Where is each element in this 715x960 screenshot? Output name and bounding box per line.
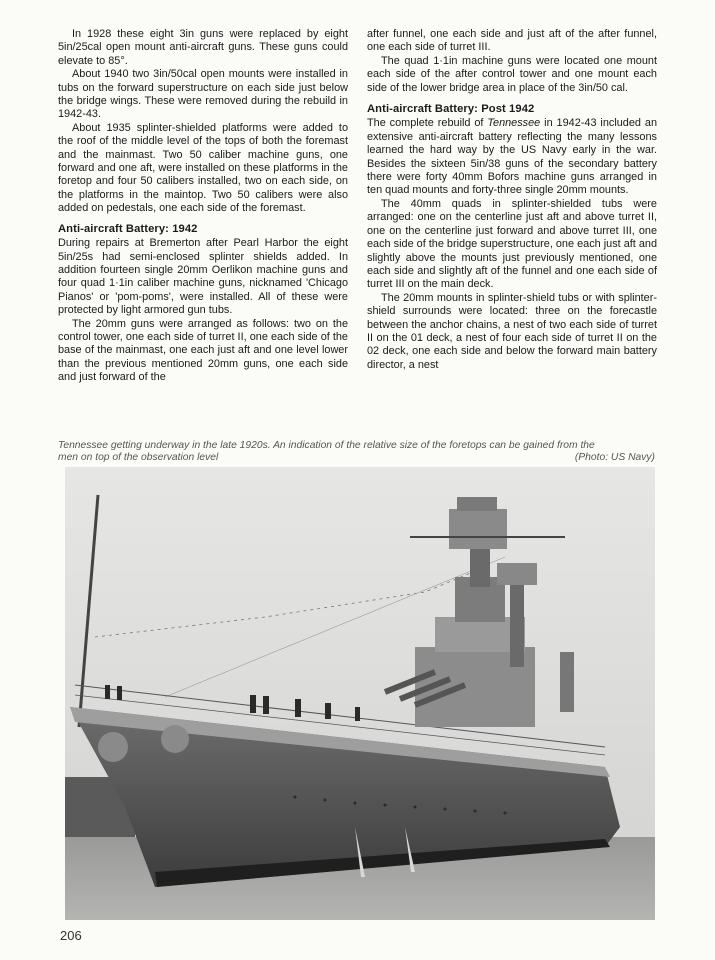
section-heading: Anti-aircraft Battery: 1942 (58, 222, 198, 235)
caption-ship-name: Tennessee (58, 440, 109, 451)
battleship-photo (65, 467, 655, 920)
paragraph: About 1935 splinter-shielded platforms were added to the roof of the middle level of the tops of both the foremast and the mainmast. Two 50 caliber machine guns, one forward and one aft, were installed on these platforms in the foretop and four 50 calibers installed, two on each side, on the platforms in the maintop. Two 50 calibers were also added on pedestals, one each side of the foremast. (58, 121, 348, 215)
page-number: 206 (60, 928, 82, 943)
ship-name: Tennessee (487, 117, 541, 130)
photo-caption: Tennessee getting underway in the late 1920s. An indication of the relative size of the foretops can be gained from the men on top of the observation level (Photo: US Navy) (58, 440, 655, 464)
paragraph: The quad 1·1in machine guns were located one mount each side of the after control tower and one mount each side of the lower bridge area in place of the 3in/50 cal. (367, 54, 657, 94)
paragraph: The 20mm mounts in splinter-shield tubs or with splinter-shield surrounds were located: three on the forecastle between the anchor chains, a nest of two each side of turret II on the 01 deck, a nest of four each side of turret II on the 02 deck, one each side and below the forward main battery director, a nest (367, 291, 657, 371)
paragraph: In 1928 these eight 3in guns were replaced by eight 5in/25cal open mount anti-aircraft guns. These guns could elevate to 85°. (58, 28, 348, 67)
paragraph: after funnel, one each side and just aft of the after funnel, one each side of turret III. (367, 28, 657, 54)
left-text-column (58, 28, 348, 385)
paragraph: The complete rebuild of Tennessee in 1942-43 included an extensive anti-aircraft battery reflecting the many lessons learned the hard way by the US Navy early in the war. Besides the sixteen 5in/38 guns of the secondary battery there were forty 40mm Bofors machine guns arranged in ten quad mounts and forty-three single 20mm mounts. (367, 117, 657, 197)
paragraph: About 1940 two 3in/50cal open mounts were installed in tubs on the forward superstructure on each side just below the bridge wings. These were removed during the rebuild in 1942-43. (58, 68, 348, 121)
paragraph: During repairs at Bremerton after Pearl Harbor the eight 5in/25s had semi-enclosed splinter shields added. In addition fourteen single 20mm Oerlikon machine guns and four quad 1·1in caliber machine guns, nicknamed 'Chicago Pianos' or 'pom-poms', were installed. All of these were protected by light armored gun tubs. (58, 237, 348, 317)
right-text-column (367, 28, 657, 372)
section-heading: Anti-aircraft Battery: Post 1942 (367, 103, 535, 116)
paragraph: The 40mm quads in splinter-shielded tubs were arranged: one on the centerline just aft and above turret II, one on the centerline just forward and above turret III, one each side of the bridge superstructure, one each just aft and slightly above the mounts just previously mentioned, one each side and slightly aft of the funnel and one each side of turret III on the main deck. (367, 197, 657, 291)
photo-credit: (Photo: US Navy) (574, 452, 655, 464)
paragraph: The 20mm guns were arranged as follows: two on the control tower, one each side of turret II, one each side of the base of the mainmast, one each just aft and one level lower than the previous mentioned 20mm guns, one each side and just forward of the (58, 317, 348, 384)
